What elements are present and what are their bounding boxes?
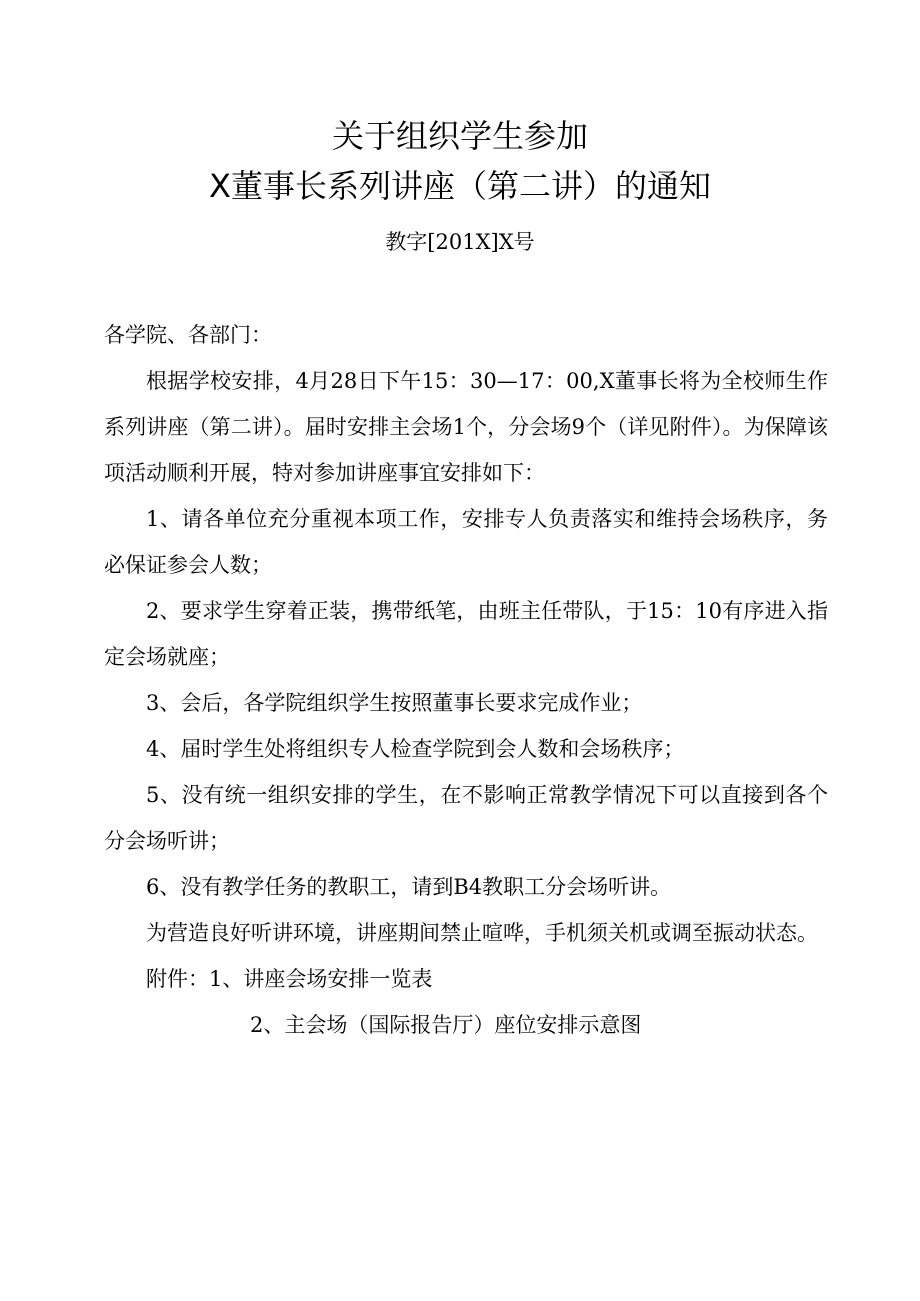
attachment-2: 2、主会场（国际报告厅）座位安排示意图	[250, 1013, 642, 1037]
document-body	[104, 312, 828, 1048]
title-line-1: 关于组织学生参加	[331, 117, 588, 155]
closing-paragraph: 为营造良好听讲环境，讲座期间禁止喧哗，手机须关机或调至振动状态。	[146, 921, 818, 945]
item-5: 5、没有统一组织安排的学生，在不影响正常教学情况下可以直接到各个分会场听讲；	[104, 783, 828, 853]
item-6: 6、没有教学任务的教职工，请到B4教职工分会场听讲。	[146, 875, 672, 899]
item-3: 3、会后，各学院组织学生按照董事长要求完成作业；	[146, 691, 643, 715]
item-2: 2、要求学生穿着正装，携带纸笔，由班主任带队，于15：10有序进入指定会场就座；	[104, 599, 828, 669]
item-1: 1、请各单位充分重视本项工作，安排专人负责落实和维持会场秩序，务必保证参会人数；	[104, 507, 828, 577]
intro-paragraph: 根据学校安排，4月28日下午15：30—17：00,X董事长将为全校师生作系列讲座（第二讲）。届时安排主会场1个，分会场9个（详见附件）。为保障该项活动顺利开展，特对参加讲座事宜安排如下：	[104, 369, 828, 485]
title-line-2: X董事长系列讲座（第二讲）的通知	[209, 167, 711, 205]
attachment-1: 附件：1、讲座会场安排一览表	[146, 967, 433, 991]
document-number: 教字[201X]X号	[385, 230, 535, 254]
salutation: 各学院、各部门：	[104, 323, 272, 347]
item-4: 4、届时学生处将组织专人检查学院到会人数和会场秩序；	[146, 737, 685, 761]
